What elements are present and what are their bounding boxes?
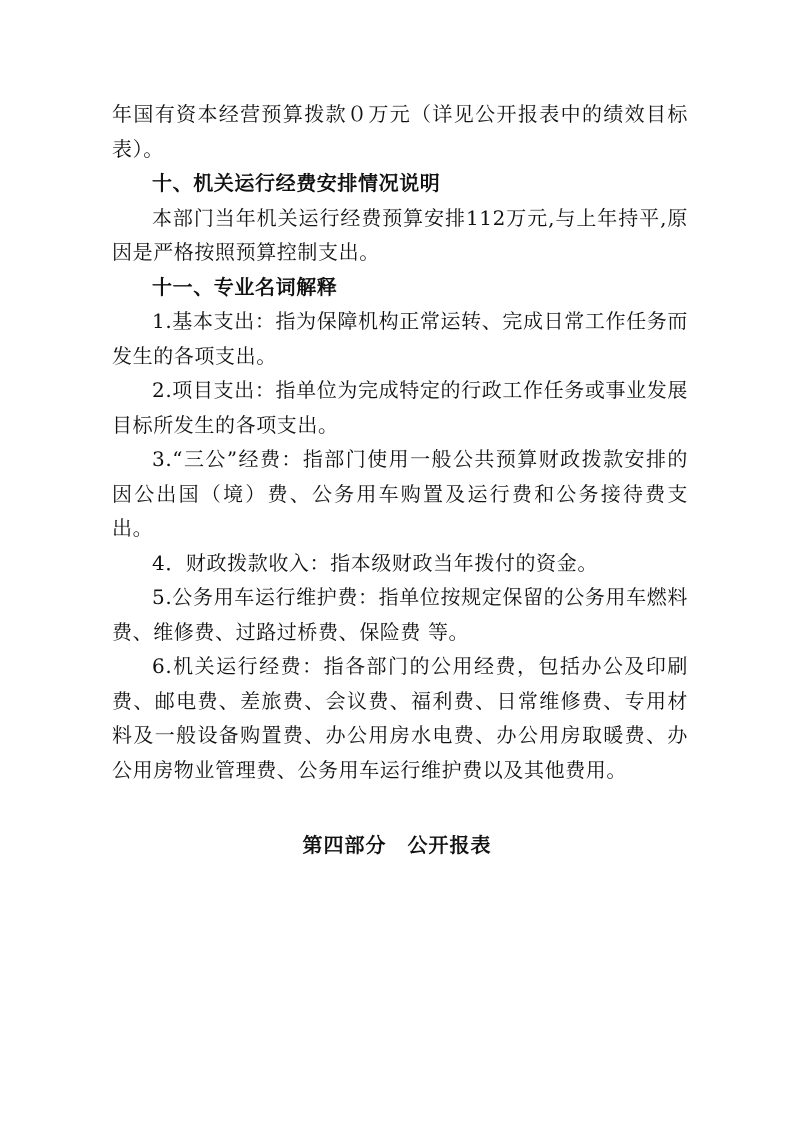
definition-item-2: 2.项目支出：指单位为完成特定的行政工作任务或事业发展目标所发生的各项支出。 [112, 378, 688, 437]
definition-item-5: 5.公务用车运行维护费：指单位按规定保留的公务用车燃料费、维修费、过路过桥费、保险费 等。 [112, 585, 688, 644]
document-body [112, 97, 688, 787]
definition-item-6: 6.机关运行经费：指各部门的公用经费，包括办公及印刷费、邮电费、差旅费、会议费、福利费、日常维修费、专用材料及一般设备购置费、办公用房水电费、办公用房取暖费、办公用房物业管理费、公务用车运行维护费以及其他费用。 [112, 654, 688, 782]
continuation-paragraph: 年国有资本经营预算拨款０万元（详见公开报表中的绩效目标表）。 [112, 102, 688, 161]
section-10-paragraph: 本部门当年机关运行经费预算安排112万元,与上年持平,原因是严格按照预算控制支出。 [112, 205, 688, 264]
definition-item-4: 4．财政拨款收入：指本级财政当年拨付的资金。 [152, 550, 598, 575]
part-title: 第四部分 公开报表 [302, 833, 492, 857]
definition-item-1: 1.基本支出：指为保障机构正常运转、完成日常工作任务而发生的各项支出。 [112, 309, 688, 368]
definition-item-3: 3.“三公”经费：指部门使用一般公共预算财政拨款安排的因公出国（境）费、公务用车购置及运行费和公务接待费支出。 [112, 447, 688, 540]
section-heading-11: 十一、专业名词解释 [152, 274, 338, 299]
section-heading-10: 十、机关运行经费安排情况说明 [152, 171, 441, 195]
